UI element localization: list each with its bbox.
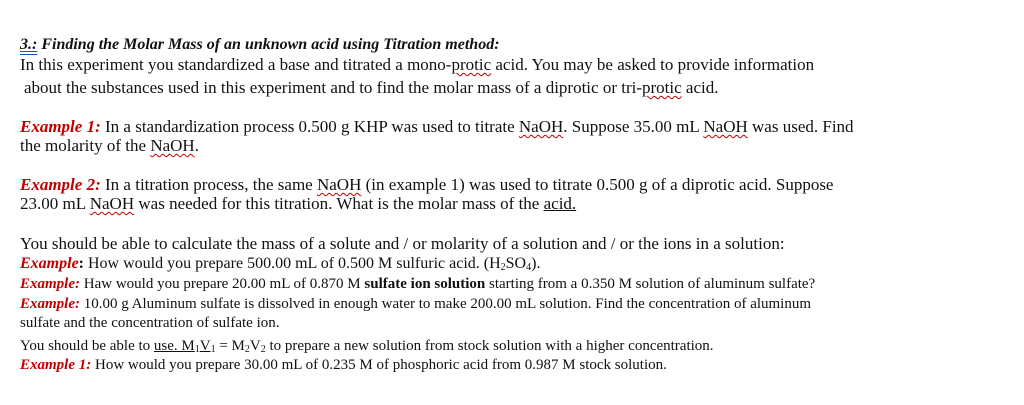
example-1-line-1: Example 1: In a standardization process 0.500 g KHP was used to titrate NaOH. Suppose 35.00 mL NaOH was used. Find <box>20 117 854 136</box>
calc-intro: You should be able to calculate the mass of a solute and / or molarity of a solution and / or the ions in a solution: <box>20 234 785 253</box>
misspelled-word: protic <box>642 78 682 97</box>
section-number: 3.: <box>20 36 38 53</box>
calc-example-3-line-1: Example: 10.00 g Aluminum sulfate is dissolved in enough water to make 200.00 mL solution. Find the concentration of aluminum <box>20 296 812 312</box>
example-1-line-2: the molarity of the NaOH. <box>20 136 199 155</box>
section-title: Finding the Molar Mass of an unknown acid using Titration method: <box>41 36 500 53</box>
example-2-line-1: Example 2: In a titration process, the same NaOH (in example 1) was used to titrate 0.500 g of a diprotic acid. Suppose <box>20 175 834 194</box>
intro-line-1: In this experiment you standardized a base and titrated a mono-protic acid. You may be asked to provide information <box>20 55 815 74</box>
calc-example-3-line-2: sulfate and the concentration of sulfate ion. <box>20 315 280 331</box>
section-header <box>20 36 500 54</box>
intro-line-2: about the substances used in this experiment and to find the molar mass of a diprotic or tri-protic acid. <box>24 78 719 97</box>
calc-example-1: Example: How would you prepare 500.00 mL of 0.500 M sulfuric acid. $(H_2SO_4)$. <box>20 255 541 273</box>
dilution-formula: use. $M_1V_1$ <box>153 338 216 355</box>
example-2-label: Example 2 <box>20 175 96 194</box>
misspelled-word: protic <box>451 55 492 74</box>
dilution-line: You should be able to use. $M_1V_1 = M_2V_2$ to prepare a new solution from stock solution with a higher concentration. <box>20 338 714 355</box>
example-1-label: Example 1 <box>20 117 96 136</box>
example-2-line-2: 23.00 mL NaOH was needed for this titration. What is the molar mass of the acid. <box>20 194 577 213</box>
dilution-example: Example 1: How would you prepare 30.00 mL of 0.235 M of phosphoric acid from 0.987 M stock solution. <box>20 357 667 373</box>
calc-example-2: Example: Haw would you prepare 20.00 mL of 0.870 M sulfate ion solution starting from a 0.350 M solution of aluminum sulfate? <box>20 276 816 292</box>
